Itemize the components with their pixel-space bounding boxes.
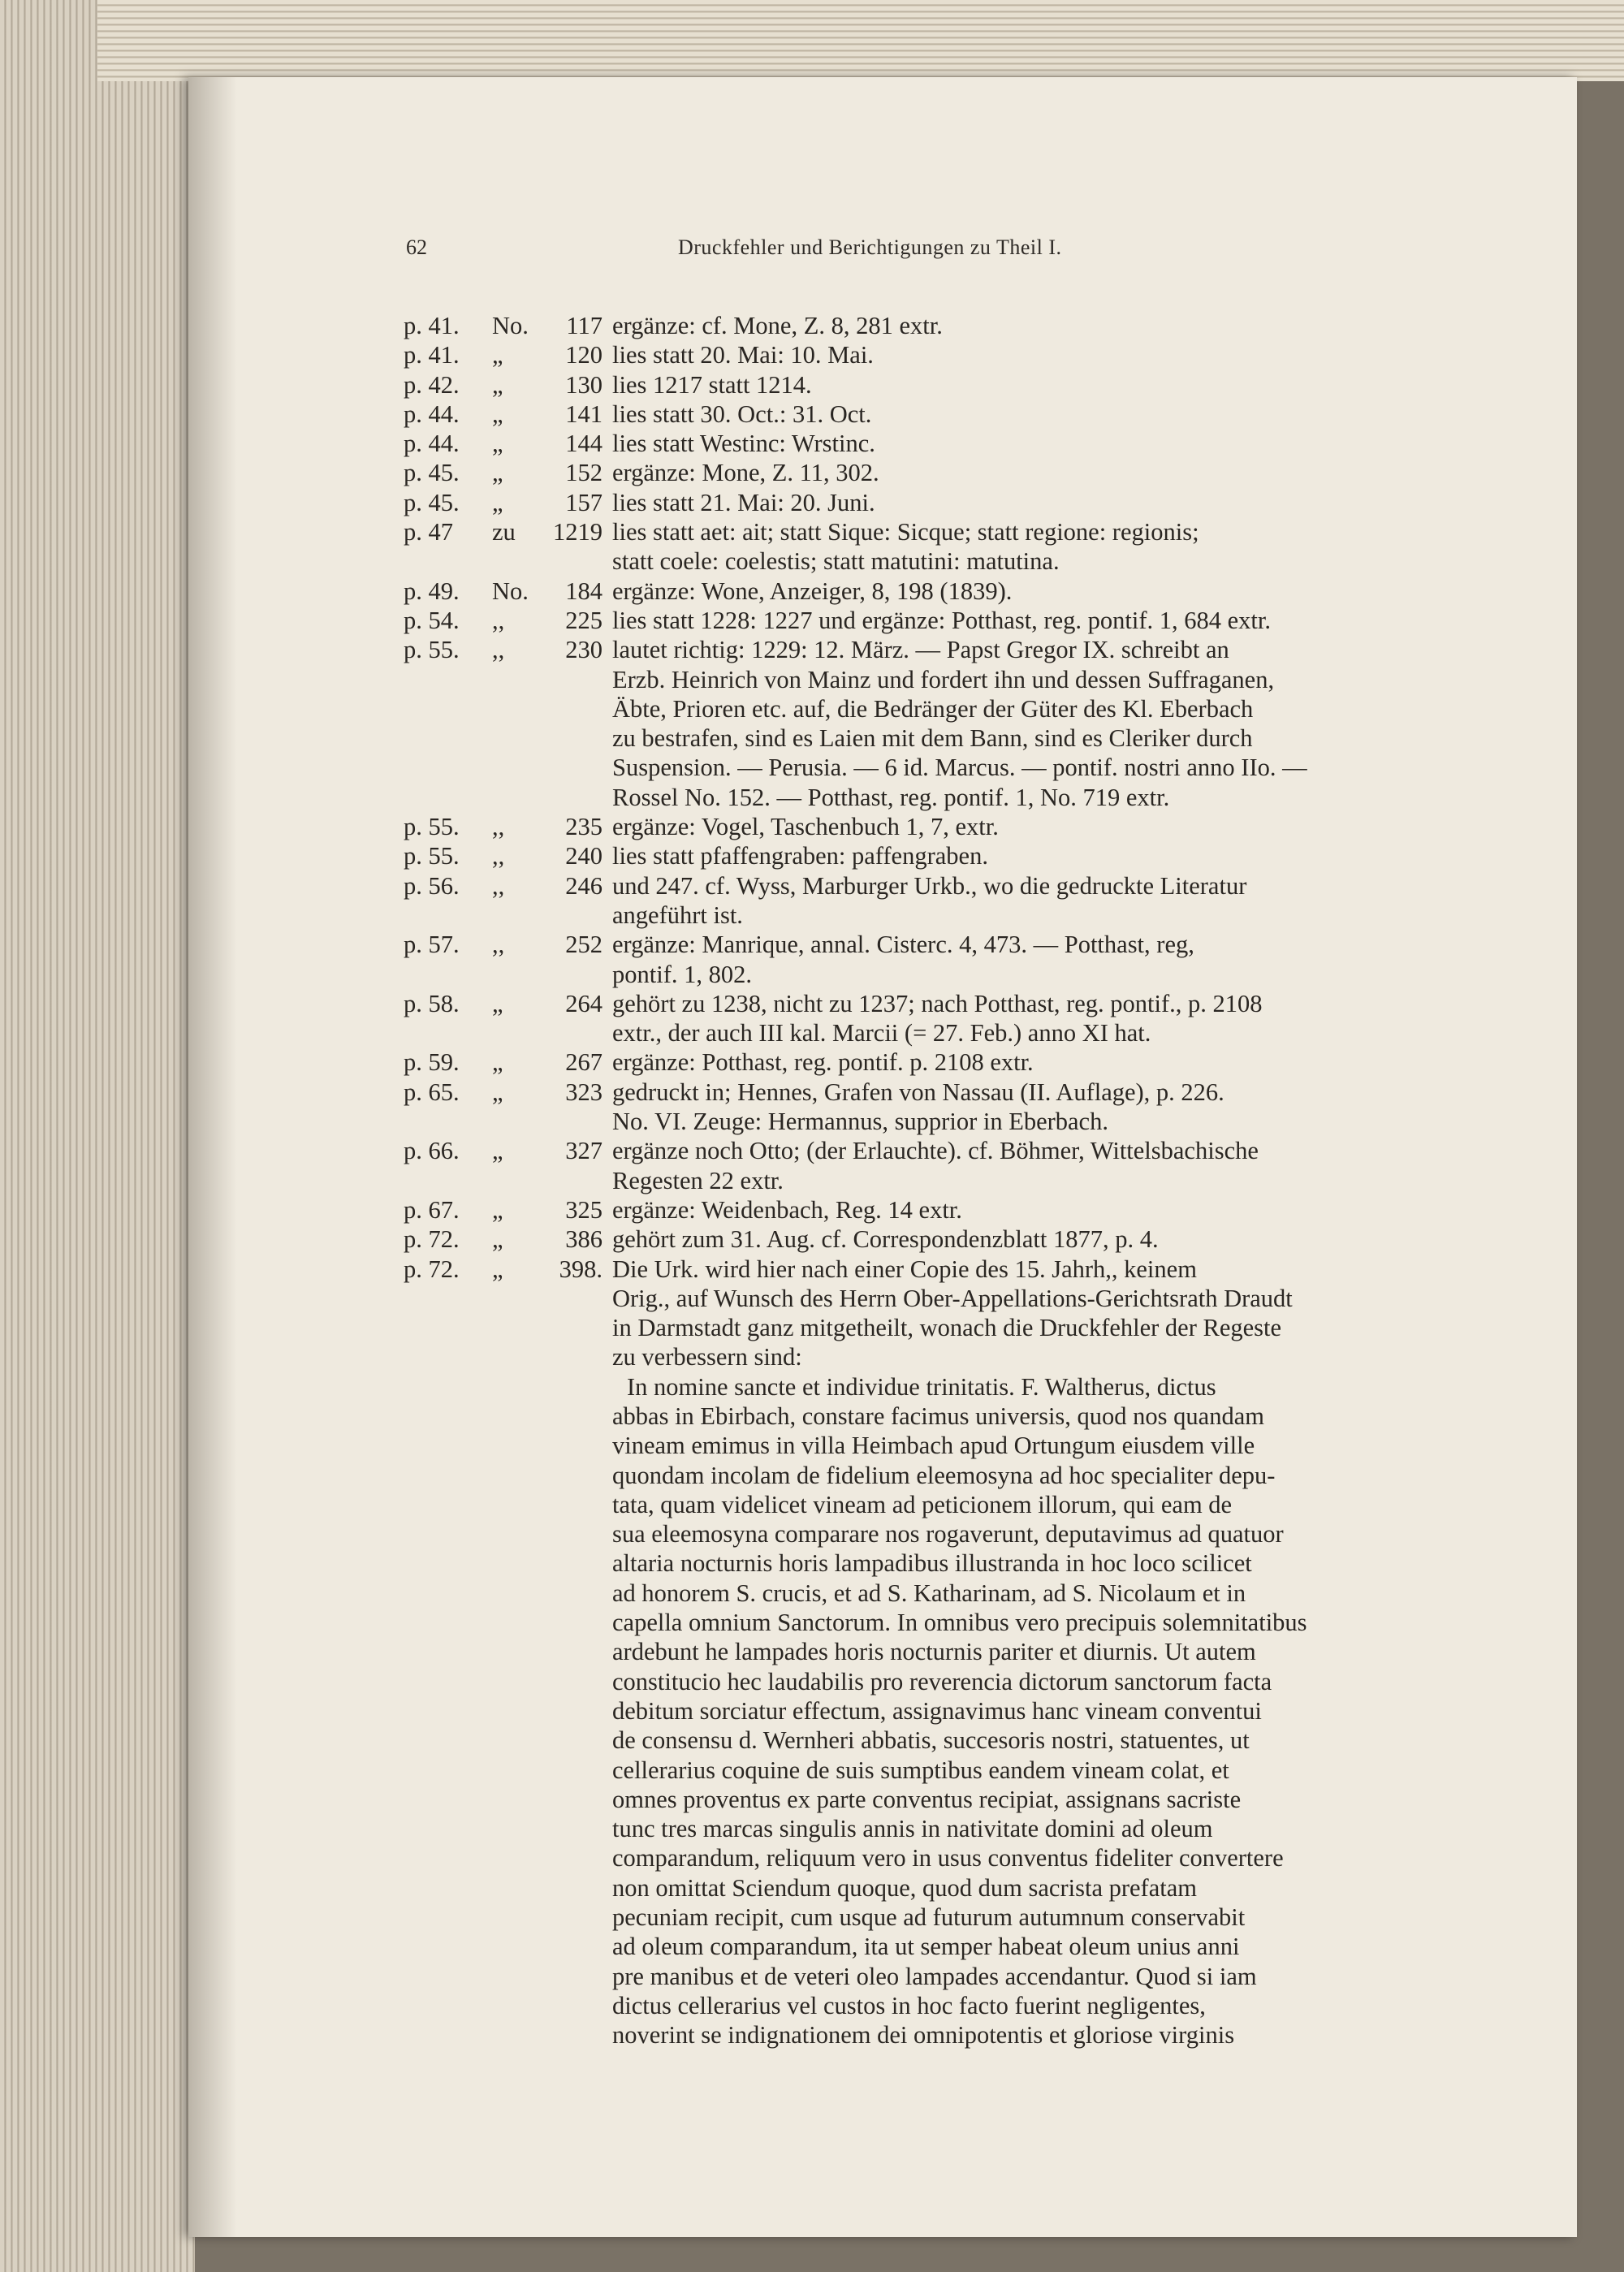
entry-reference xyxy=(404,1136,603,1165)
entry-no-label: „ xyxy=(492,1048,503,1077)
latin-text-line xyxy=(612,1903,1459,1932)
entry-reference xyxy=(404,517,603,546)
latin-text-line xyxy=(612,1461,1459,1490)
errata-entry-continuation xyxy=(404,1342,1459,1371)
entry-page: p. 67. xyxy=(404,1195,460,1224)
entry-page: p. 45. xyxy=(404,459,460,487)
entry-page: p. 56. xyxy=(404,871,460,900)
entry-page: p. 44. xyxy=(404,400,460,428)
entry-page: p. 41. xyxy=(404,312,460,339)
entry-page: p. 41. xyxy=(404,341,460,369)
latin-text: de consensu d. Wernheri abbatis, succesoris nostri, statuentes, ut xyxy=(612,1726,1250,1755)
entry-reference xyxy=(404,1166,603,1195)
entry-reference xyxy=(404,577,603,606)
entry-no-label: ,, xyxy=(492,931,505,959)
entry-reference xyxy=(404,606,603,635)
entry-no-label: „ xyxy=(492,989,503,1017)
latin-text: abbas in Ebirbach, constare facimus universis, quod nos quandam xyxy=(612,1402,1264,1430)
latin-text-line xyxy=(612,1549,1459,1578)
entry-text-line: lies statt aet: ait; statt Sique: Sicque; statt regione: regionis; xyxy=(612,518,1199,546)
latin-text: non omittat Sciendum quoque, quod dum sacrista prefatam xyxy=(612,1873,1197,1902)
latin-text: comparandum, reliquum vero in usus conventus fideliter convertere xyxy=(612,1844,1284,1872)
entry-text-line: ergänze: Mone, Z. 11, 302. xyxy=(612,459,879,487)
latin-text: tata, quam videlicet vineam ad peticionem illorum, qui eam de xyxy=(612,1490,1233,1518)
latin-text: sua eleemosyna comparare nos rogaverunt, deputavimus ad quatuor xyxy=(612,1520,1284,1549)
latin-text: In nomine sancte et individue trinitatis. F. Waltherus, dictus xyxy=(627,1372,1216,1401)
entry-no-label: „ xyxy=(492,1137,503,1165)
entry-no-label: ,, xyxy=(492,606,505,634)
entry-text-line: ergänze: Weidenbach, Reg. 14 extr. xyxy=(612,1195,962,1224)
entry-reference xyxy=(404,1107,603,1136)
entry-text-line: in Darmstadt ganz mitgetheilt, wonach die Druckfehler der Regeste xyxy=(612,1314,1282,1342)
errata-entry xyxy=(404,871,1459,901)
errata-entry xyxy=(404,400,1459,429)
errata-entry xyxy=(404,488,1459,517)
latin-text: debitum sorciatur effectum, assignavimus hanc vineam conventui xyxy=(612,1696,1262,1725)
entry-text-line: Orig., auf Wunsch des Herrn Ober-Appellations-Gerichtsrath Draudt xyxy=(612,1284,1293,1312)
entry-reference xyxy=(404,812,603,841)
errata-entry xyxy=(404,1195,1459,1225)
entry-page: p. 44. xyxy=(404,430,460,458)
errata-entry xyxy=(404,989,1459,1018)
entry-reference xyxy=(404,960,603,989)
entry-text-line: ergänze: Vogel, Taschenbuch 1, 7, extr. xyxy=(612,813,999,841)
entry-page: p. 55. xyxy=(404,813,460,841)
entry-text-line: No. VI. Zeuge: Hermannus, supprior in Eberbach. xyxy=(612,1108,1108,1136)
latin-text: vineam emimus in villa Heimbach apud Ortungum eiusdem ville xyxy=(612,1432,1255,1460)
latin-text-line xyxy=(612,1873,1459,1903)
entry-number: 157 xyxy=(565,488,603,516)
entry-number: 120 xyxy=(565,341,603,369)
entry-no-label: „ xyxy=(492,1195,503,1224)
errata-entry xyxy=(404,429,1459,458)
errata-entry xyxy=(404,635,1459,664)
entry-no-label: „ xyxy=(492,430,503,458)
entry-reference xyxy=(404,665,603,694)
entry-text-line: Äbte, Prioren etc. auf, die Bedränger der Güter des Kl. Eberbach xyxy=(612,694,1254,723)
entry-reference xyxy=(404,458,603,487)
entry-number: 240 xyxy=(565,842,603,870)
entry-no-label: „ xyxy=(492,459,503,487)
entry-text-line: und 247. cf. Wyss, Marburger Urkb., wo die gedruckte Literatur xyxy=(612,871,1247,900)
latin-text-line xyxy=(612,1490,1459,1519)
entry-text-line: statt coele: coelestis; statt matutini: matutina. xyxy=(612,547,1060,576)
entry-reference xyxy=(404,723,603,753)
entry-page: p. 54. xyxy=(404,606,460,634)
errata-entry-continuation xyxy=(404,1107,1459,1136)
errata-entry-continuation xyxy=(404,694,1459,723)
latin-text-line xyxy=(612,1991,1459,2020)
entry-text-line: pontif. 1, 802. xyxy=(612,960,752,988)
latin-text-line xyxy=(612,1402,1459,1431)
entry-page: p. 59. xyxy=(404,1048,460,1077)
errata-entry xyxy=(404,577,1459,606)
entry-reference xyxy=(404,1225,603,1254)
entry-page: p. 57. xyxy=(404,931,460,959)
entry-no-label: No. xyxy=(492,577,529,605)
entry-reference xyxy=(404,930,603,959)
entry-text-line: ergänze: Wone, Anzeiger, 8, 198 (1839). xyxy=(612,577,1013,605)
entry-text-line: gehört zu 1238, nicht zu 1237; nach Potthast, reg. pontif., p. 2108 xyxy=(612,989,1263,1017)
entry-reference xyxy=(404,783,603,812)
errata-entry xyxy=(404,841,1459,870)
page-edge-top xyxy=(97,0,1624,81)
latin-text: ardebunt he lampades horis nocturnis pariter et diurnis. Ut autem xyxy=(612,1638,1256,1666)
errata-entry xyxy=(404,1136,1459,1165)
errata-entry xyxy=(404,1047,1459,1077)
entry-no-label: „ xyxy=(492,1225,503,1254)
entry-reference xyxy=(404,311,603,340)
entry-no-label: ,, xyxy=(492,871,505,900)
latin-text: tunc tres marcas singulis annis in nativitate domini ad oleum xyxy=(612,1815,1213,1843)
entry-text-line: lies statt 20. Mai: 10. Mai. xyxy=(612,341,874,369)
entry-no-label: ,, xyxy=(492,842,505,870)
entry-reference xyxy=(404,694,603,723)
entry-no-label: „ xyxy=(492,1255,503,1283)
errata-entry xyxy=(404,340,1459,369)
errata-entry xyxy=(404,1225,1459,1254)
entry-page: p. 49. xyxy=(404,577,460,605)
entry-no-label: „ xyxy=(492,341,503,369)
errata-entry-continuation xyxy=(404,753,1459,782)
entry-text-line: Die Urk. wird hier nach einer Copie des 15. Jahrh,, keinem xyxy=(612,1255,1197,1283)
latin-text: ad honorem S. crucis, et ad S. Katharinam, ad S. Nicolaum et in xyxy=(612,1579,1246,1607)
entry-reference xyxy=(404,488,603,517)
errata-entry xyxy=(404,1078,1459,1107)
errata-entry xyxy=(404,311,1459,340)
entry-text-line: ergänze noch Otto; (der Erlauchte). cf. Böhmer, Wittelsbachische xyxy=(612,1137,1259,1165)
latin-text-line xyxy=(612,1608,1459,1637)
errata-entry-continuation xyxy=(404,783,1459,812)
entry-text-line: Erzb. Heinrich von Mainz und fordert ihn und dessen Suffraganen, xyxy=(612,665,1275,693)
entry-no-label: No. xyxy=(492,312,529,339)
entry-reference xyxy=(404,1018,603,1047)
errata-entry xyxy=(404,458,1459,487)
entry-number: 323 xyxy=(565,1078,603,1106)
errata-entries xyxy=(404,311,1459,1372)
gutter-shadow xyxy=(188,77,237,2237)
entry-text-line: lies statt pfaffengraben: paffengraben. xyxy=(612,842,988,870)
latin-text: capella omnium Sanctorum. In omnibus vero precipuis solemnitatibus xyxy=(612,1609,1307,1637)
entry-reference xyxy=(404,370,603,400)
entry-number: 230 xyxy=(565,636,603,664)
entry-no-label: ,, xyxy=(492,636,505,664)
latin-text: ad oleum comparandum, ita ut semper habeat oleum unius anni xyxy=(612,1933,1240,1961)
errata-entry-continuation xyxy=(404,665,1459,694)
entry-text-line: ergänze: Potthast, reg. pontif. p. 2108 extr. xyxy=(612,1048,1034,1077)
latin-text-line xyxy=(612,1932,1459,1961)
entry-reference xyxy=(404,871,603,901)
entry-number: 117 xyxy=(566,312,603,339)
entry-reference xyxy=(404,989,603,1018)
entry-reference xyxy=(404,1195,603,1225)
latin-text-line xyxy=(612,1579,1459,1608)
errata-entry-continuation xyxy=(404,546,1459,576)
latin-text: pre manibus et de veteri oleo lampades accendantur. Quod si iam xyxy=(612,1962,1257,1990)
latin-text-line xyxy=(612,1372,1459,1402)
latin-text: constitucio hec laudabilis pro reverencia dictorum sanctorum facta xyxy=(612,1667,1272,1695)
entry-reference xyxy=(404,1313,603,1342)
entry-reference xyxy=(404,841,603,870)
entry-reference xyxy=(404,1284,603,1313)
latin-text-line xyxy=(612,1696,1459,1726)
entry-page: p. 47 xyxy=(404,518,453,546)
entry-text-line: lies 1217 statt 1214. xyxy=(612,370,812,399)
entry-reference xyxy=(404,340,603,369)
errata-entry-continuation xyxy=(404,723,1459,753)
entry-text-line: Rossel No. 152. — Potthast, reg. pontif. 1, No. 719 extr. xyxy=(612,783,1170,811)
latin-text-line xyxy=(612,1843,1459,1872)
entry-number: 246 xyxy=(565,871,603,900)
entry-reference xyxy=(404,429,603,458)
entry-number: 225 xyxy=(565,606,603,634)
page-header xyxy=(406,235,1470,268)
errata-entry-continuation xyxy=(404,1166,1459,1195)
latin-text: dictus cellerarius vel custos in hoc facto fuerint negligentes, xyxy=(612,1991,1206,2019)
entry-page: p. 58. xyxy=(404,989,460,1017)
errata-entry-continuation xyxy=(404,960,1459,989)
entry-number: 264 xyxy=(565,989,603,1017)
entry-reference xyxy=(404,635,603,664)
entry-text-line: ergänze: Manrique, annal. Cisterc. 4, 473. — Potthast, reg, xyxy=(612,931,1194,959)
errata-entry-continuation xyxy=(404,1284,1459,1313)
errata-entry-continuation xyxy=(404,901,1459,930)
latin-text: quondam incolam de fidelium eleemosyna ad hoc specialiter depu- xyxy=(612,1461,1276,1489)
entry-reference xyxy=(404,400,603,429)
entry-number: 130 xyxy=(565,370,603,399)
latin-text: altaria nocturnis horis lampadibus illustranda in hoc loco scilicet xyxy=(612,1549,1252,1578)
page-number: 62 xyxy=(406,235,427,259)
entry-no-label: „ xyxy=(492,1078,503,1106)
errata-entry-continuation xyxy=(404,1313,1459,1342)
entry-page: p. 66. xyxy=(404,1137,460,1165)
entry-no-label: „ xyxy=(492,400,503,428)
latin-charter xyxy=(404,1372,1459,2050)
entry-reference xyxy=(404,1342,603,1371)
entry-text-line: lies statt 1228: 1227 und ergänze: Potthast, reg. pontif. 1, 684 extr. xyxy=(612,606,1271,634)
entry-text-line: gehört zum 31. Aug. cf. Correspondenzblatt 1877, p. 4. xyxy=(612,1225,1159,1254)
latin-text: cellerarius coquine de suis sumptibus eandem vineam colat, et xyxy=(612,1756,1229,1784)
entry-number: 386 xyxy=(565,1225,603,1254)
errata-list xyxy=(404,311,1459,2050)
entry-page: p. 55. xyxy=(404,842,460,870)
entry-number: 327 xyxy=(565,1137,603,1165)
entry-no-label: „ xyxy=(492,488,503,516)
entry-no-label: zu xyxy=(492,518,516,546)
latin-text: omnes proventus ex parte conventus recipiat, assignans sacriste xyxy=(612,1785,1242,1813)
entry-text-line: ergänze: cf. Mone, Z. 8, 281 extr. xyxy=(612,312,943,339)
entry-number: 235 xyxy=(565,813,603,841)
entry-number: 184 xyxy=(565,577,603,605)
entry-page: p. 72. xyxy=(404,1255,460,1283)
entry-reference xyxy=(404,1078,603,1107)
latin-text-line xyxy=(612,1814,1459,1843)
entry-page: p. 72. xyxy=(404,1225,460,1254)
entry-text-line: Regesten 22 extr. xyxy=(612,1166,784,1194)
entry-text-line: extr., der auch III kal. Marcii (= 27. Feb.) anno XI hat. xyxy=(612,1019,1151,1047)
errata-entry xyxy=(404,517,1459,546)
entry-number: 144 xyxy=(565,430,603,458)
entry-page: p. 65. xyxy=(404,1078,460,1106)
latin-text-line xyxy=(612,1785,1459,1814)
entry-reference xyxy=(404,901,603,930)
latin-text-line xyxy=(612,1667,1459,1696)
entry-number: 1219 xyxy=(553,518,603,546)
entry-number: 141 xyxy=(565,400,603,428)
entry-text-line: zu verbessern sind: xyxy=(612,1343,802,1371)
entry-reference xyxy=(404,546,603,576)
entry-page: p. 45. xyxy=(404,488,460,516)
entry-page: p. 55. xyxy=(404,636,460,664)
latin-text-line xyxy=(612,1431,1459,1460)
entry-no-label: „ xyxy=(492,370,503,399)
entry-text-line: lies statt 30. Oct.: 31. Oct. xyxy=(612,400,872,428)
entry-text-line: lautet richtig: 1229: 12. März. — Papst Gregor IX. schreibt an xyxy=(612,636,1229,664)
entry-reference xyxy=(404,753,603,782)
errata-entry xyxy=(404,606,1459,635)
errata-entry-continuation xyxy=(404,1018,1459,1047)
entry-text-line: gedruckt in; Hennes, Grafen von Nassau (II. Auflage), p. 226. xyxy=(612,1078,1224,1106)
entry-reference xyxy=(404,1255,603,1284)
entry-text-line: Suspension. — Perusia. — 6 id. Marcus. — pontif. nostri anno IIo. — xyxy=(612,754,1307,782)
entry-number: 398. xyxy=(559,1255,603,1283)
latin-text-line xyxy=(612,1726,1459,1755)
errata-entry xyxy=(404,930,1459,959)
entry-no-label: ,, xyxy=(492,813,505,841)
entry-reference xyxy=(404,1047,603,1077)
latin-text-line xyxy=(612,1637,1459,1666)
running-head: Druckfehler und Berichtigungen zu Theil I. xyxy=(678,235,1062,259)
latin-text-line xyxy=(612,1756,1459,1785)
page-stack-edge xyxy=(0,0,195,2272)
latin-text-line xyxy=(612,1962,1459,1991)
entry-text-line: angeführt ist. xyxy=(612,901,743,929)
entry-number: 252 xyxy=(565,931,603,959)
errata-entry xyxy=(404,812,1459,841)
entry-text-line: lies statt 21. Mai: 20. Juni. xyxy=(612,488,875,516)
errata-entry xyxy=(404,370,1459,400)
latin-text: noverint se indignationem dei omnipotentis et gloriose virginis xyxy=(612,2021,1235,2050)
latin-text-line xyxy=(612,2020,1459,2050)
errata-entry xyxy=(404,1255,1459,1284)
latin-text: pecuniam recipit, cum usque ad futurum autumnum conservabit xyxy=(612,1903,1246,1932)
entry-number: 325 xyxy=(565,1195,603,1224)
latin-text-line xyxy=(612,1519,1459,1549)
entry-number: 152 xyxy=(565,459,603,487)
entry-number: 267 xyxy=(565,1048,603,1077)
entry-text-line: lies statt Westinc: Wrstinc. xyxy=(612,430,875,458)
entry-page: p. 42. xyxy=(404,370,460,399)
entry-text-line: zu bestrafen, sind es Laien mit dem Bann, sind es Cleriker durch xyxy=(612,724,1253,753)
